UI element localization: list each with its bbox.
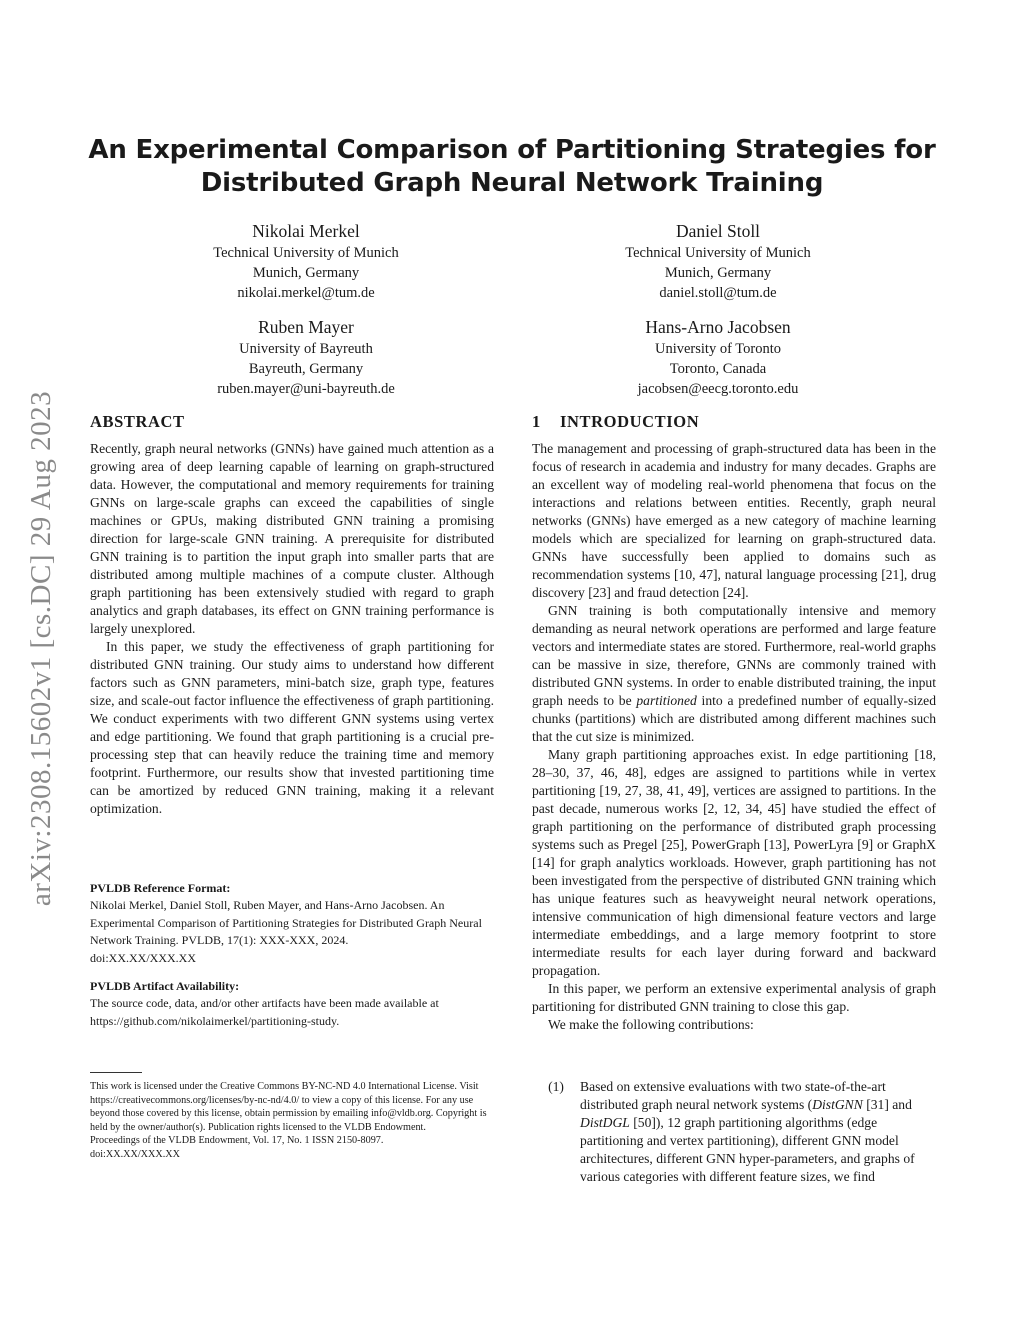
title-line-2: Distributed Graph Neural Network Training: [200, 168, 824, 198]
artifact-availability: [90, 978, 494, 1030]
list-marker: (1): [548, 1079, 564, 1094]
section-title: INTRODUCTION: [560, 412, 700, 431]
reference-format-text: Nikolai Merkel, Daniel Stoll, Ruben Mayer, and Hans-Arno Jacobsen. An Experimental Comparison of Partitioning Strategies for Distributed Graph Neural Network Training. PVLDB, 17(1): XXX-XXX, 2024.: [90, 898, 482, 947]
list-text: [31] and: [862, 1097, 912, 1112]
reference-format-heading: PVLDB Reference Format:: [90, 881, 231, 895]
author-affiliation: Technical University of Munich: [625, 245, 811, 261]
author-block: [548, 316, 888, 399]
author-location: Bayreuth, Germany: [248, 361, 364, 377]
author-affiliation: University of Bayreuth: [239, 341, 373, 357]
footnote-doi: doi:XX.XX/XXX.XX: [90, 1148, 180, 1160]
author-affiliation: Technical University of Munich: [213, 245, 399, 261]
system-name: DistDGL: [580, 1115, 630, 1130]
reference-format: [90, 880, 494, 967]
introduction-section: [532, 412, 936, 1034]
license-footnote: [90, 1080, 494, 1162]
intro-paragraph: We make the following contributions:: [548, 1017, 754, 1032]
author-location: Munich, Germany: [252, 265, 360, 281]
abstract-paragraph: In this paper, we study the effectiveness of graph partitioning for distributed GNN training. Our study aims to understand how different factors such as GNN parameters, mini-batch size, graph type, features size, and scale-out factor influence the effectiveness of graph partitioning. We conduct experiments with two different GNN systems using vertex and edge partitioning. We found that graph partitioning is a crucial pre-processing step that can heavily reduce the training time and memory footprint. Furthermore, our results show that invested partitioning time can be amortized by reduced GNN training, making it a relevant optimization.: [90, 639, 494, 816]
author-block: [548, 220, 888, 303]
proceedings-text: Proceedings of the VLDB Endowment, Vol. 17, No. 1 ISSN 2150-8097.: [90, 1135, 384, 1147]
reference-format-doi: doi:XX.XX/XXX.XX: [90, 950, 196, 965]
system-name: DistGNN: [812, 1097, 863, 1112]
author-location: Toronto, Canada: [669, 361, 767, 377]
intro-text: GNN training is both computationally intensive and memory demanding as neural network operations are performed and large feature vectors and intermediate states are stored. Furthermore, real-world graphs can be massive in size, therefore, GNNs are commonly trained with distributed GNN systems. In order to enable distributed training, the input graph needs to be: [532, 603, 936, 708]
author-email: ruben.mayer@uni-bayreuth.de: [217, 381, 395, 397]
author-name: Ruben Mayer: [258, 317, 354, 337]
intro-paragraph: [532, 602, 936, 746]
author-email: nikolai.merkel@tum.de: [237, 285, 375, 301]
list-text: Based on extensive evaluations with two state-of-the-art distributed graph neural network systems (: [580, 1079, 886, 1112]
introduction-heading: [532, 412, 936, 432]
abstract-heading: ABSTRACT: [90, 412, 185, 431]
author-location: Munich, Germany: [664, 265, 772, 281]
author-name: Daniel Stoll: [675, 221, 761, 241]
contribution-list-item: [532, 1078, 936, 1186]
section-number: 1: [532, 412, 541, 431]
intro-paragraph: Many graph partitioning approaches exist. In edge partitioning [18, 28–30, 37, 46, 48], edges are assigned to partitions while in vertex partitioning [19, 27, 38, 41, 49], vertices are assigned to partitions. In the past decade, numerous works [2, 12, 34, 45] have studied the effect of graph partitioning on the performance of distributed graph processing systems such as Pregel [25], PowerGraph [13], PowerLyra [9] or GraphX [14] for graph analytics workloads. However, graph partitioning has not been investigated from the perspective of distributed GNN training which has unique features such as heavyweight neural network operations, intensive communication of high dimensional feature vectors and large intermediate embeddings, and a large memory footprint to store intermediate results for each layer during forward and backward propagation.: [532, 747, 936, 978]
abstract-paragraph: Recently, graph neural networks (GNNs) have gained much attention as a growing area of deep learning capable of learning on graph-structured data. However, the computational and memory requirements for training GNNs on large-scale graphs can exceed the capabilities of single machines or GPUs, making distributed GNN training a promising direction for large-scale GNN training. A prerequisite for distributed GNN training is to partition the input graph into smaller parts that are distributed among multiple machines of a compute cluster. Although graph partitioning has been extensively studied with regard to graph analytics and graph databases, its effect on GNN training performance is largely unexplored.: [90, 441, 494, 636]
title-line-1: An Experimental Comparison of Partitioning Strategies for: [88, 135, 936, 165]
intro-paragraph: In this paper, we perform an extensive experimental analysis of graph partitioning for distributed GNN training to close this gap.: [532, 981, 936, 1014]
license-text: This work is licensed under the Creative Commons BY-NC-ND 4.0 International License. Visit https://creativecommons.org/licenses/by-nc-nd/4.0/ to view a copy of this license. For any use beyond those covered by this license, obtain permission by emailing info@vldb.org. Copyright is held by the owner/author(s). Publication rights licensed to the VLDB Endowment.: [90, 1081, 487, 1133]
footnote-divider: [90, 1072, 142, 1073]
author-email: daniel.stoll@tum.de: [659, 285, 777, 301]
abstract-section: [90, 412, 494, 818]
intro-paragraph: The management and processing of graph-structured data has been in the focus of research in academia and industry for many decades. Graphs are an excellent way of modeling real-world phenomena that focus on the interactions and relations between entities. Recently, graph neural networks (GNNs) have emerged as a new category of machine learning models which are specialized for learning on graph-structured data. GNNs have successfully been applied to domains such as recommendation systems [10, 47], natural language processing [21], drug discovery [23] and fraud detection [24].: [532, 441, 936, 600]
paper-title: [88, 134, 936, 200]
author-name: Hans-Arno Jacobsen: [645, 317, 791, 337]
author-block: [136, 220, 476, 303]
arxiv-side-stamp: [18, 347, 66, 949]
author-block: [136, 316, 476, 399]
intro-emphasis: partitioned: [636, 693, 697, 708]
intro-text: into a predefined number of equally-sized chunks (partitions) which are distributed among different machines such that the cut size is minimized.: [532, 693, 936, 744]
author-email: jacobsen@eecg.toronto.edu: [637, 381, 799, 397]
author-affiliation: University of Toronto: [655, 341, 781, 357]
arxiv-identifier: arXiv:2308.15602v1 [cs.DC] 29 Aug 2023: [25, 390, 58, 906]
author-name: Nikolai Merkel: [252, 221, 360, 241]
artifact-heading: PVLDB Artifact Availability:: [90, 979, 240, 993]
list-text: [50]), 12 graph partitioning algorithms (edge partitioning and vertex partitioning), different GNN model architectures, different GNN hyper-parameters, and graphs of various categories with different feature sizes, we find: [580, 1115, 915, 1184]
list-item-text: [580, 1078, 936, 1186]
artifact-text: The source code, data, and/or other artifacts have been made available at https://github.com/nikolaimerkel/partitioning-study.: [90, 996, 439, 1028]
